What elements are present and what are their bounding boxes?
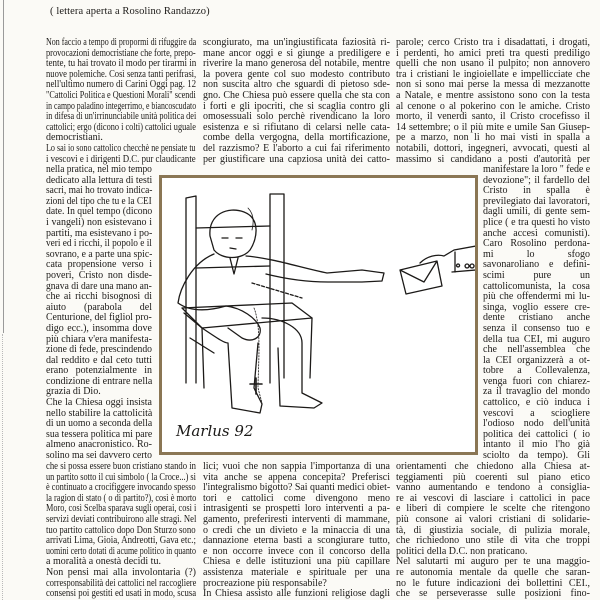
text-line-content: sovrano, e a parte una spic- [46,248,153,260]
text-line-content: tobre a Collevalenza, [483,365,590,377]
text-line-content: per giustificare una capziosa unità dei catto- [203,153,390,165]
text-line-content: condizione di entrare nella [46,375,153,387]
text-line-content: e non occorre invece con il concorso della [203,545,390,557]
middle-column-top [203,38,390,165]
text-line-content: scimi pure un [483,269,590,281]
text-line-content: i vangeli) non esistevano i [46,216,152,228]
text-line-content: anche accesi comunisti). [483,227,590,239]
text-line-content: non si sono mai perse la messa di mezzanotte [396,79,590,91]
text-line-content: dannazione eterna basti a scongiurare tutto, [203,535,390,547]
text-line-content: corresponsabilità dei cattolici nel raccogliere [46,577,197,589]
text-line-content: esistenza e si rifiutano di celarsi nelle cata- [203,121,390,133]
text-line-content: tuo partito cattolico dopo Don Sturzo sono [46,524,196,536]
page-edge-border [0,0,4,333]
text-line-content: dedicato alla lettura di testi [46,174,153,186]
right-column-bottom [396,462,590,600]
text-line [46,589,196,600]
text-line-content: la CEI organizzerà a ot- [483,354,590,366]
text-line-content: intanto il mio l'ho già [483,439,590,451]
text-line [46,345,152,356]
text-line-content: intrasigenti se prospetti loro interventi a pa- [203,503,390,515]
text-line-content: erano potenzialmente in [46,365,152,377]
text-line-content: dente cristiano anche [483,312,590,324]
text-line-content: teggiamenti più coerenti sul piano etico [396,471,590,483]
text-line-content: Caro Rosolino perdona- [483,238,590,250]
text-line-content: "Cattolici Politica e Questioni Morali" scendi [46,89,196,101]
middle-column-bottom [203,462,390,600]
text-line-content: in campo paladino integerrimo, e biancoscudato [46,100,197,112]
text-line-content: za il travaglio del mondo [483,386,590,398]
text-line-content: più che offendermi mi lu- [483,291,590,303]
text-line-content: nella pratica, nel mio tempo [46,164,152,175]
text-line-content: poveri, Cristo non disde- [46,269,152,281]
text-line-content: politica dei cattolici ( io [483,428,590,440]
text-line-content: di un uomo a seconda della [46,418,153,430]
text-line-content: aiuto (parabola del [46,301,152,313]
text-line-content: più chiara v'era manifesta- [46,333,152,345]
text-line-content: democristiani. [46,132,103,144]
text-line-content: manifestare la loro " fede e [483,164,591,175]
text-line-content: arrivati Lima, Gioia, Andreotti, Gava etc.; [46,535,196,547]
text-line-content: zioni del tipo che tu e la CEI [46,195,152,207]
cartoon-illustration [159,175,478,455]
text-line-content: digo ecc.), insomma dove [46,322,152,334]
text-line-content: la ragion di stato ( o di partito?), così è morto [46,492,197,504]
text-line-content: Chiesa e delle istituzioni una più capillare [203,556,390,568]
text-line-content: sacri, mai ho trovato indica- [46,185,153,197]
text-line-content: gamento, preferiresti interventi di mammane, [203,513,390,525]
text-line-content: o credi che un divieto e la minaccia di una [203,524,390,536]
text-line-content: Lo sai io sono cattolico checchè ne pensiate tu [46,142,196,154]
text-line [46,207,152,218]
text-line-content: nell'ultimo numero di Carini Oggi pag. 12 [46,79,197,91]
text-line [46,250,152,261]
text-line-content: savonaroliano e defini- [483,259,590,271]
seated-man-drawing [178,208,384,413]
text-line [46,123,196,134]
text-line-content: orientamenti che chiedono alla Chiesa at- [396,461,590,472]
text-line-content: plice ( e tra questi ho visto [483,216,590,228]
text-line-content: in difesa di un'irrinunciabile unità politica dei [46,111,197,123]
text-line-content: Nel salutarti mi auguro per te una maggio- [396,556,590,568]
text-line-content: nuove polemiche. Così senza tanti perifrasi, [46,68,197,80]
text-line-content: i forti e gli ipocriti, che si scaglia contro gli [203,100,390,112]
text-line-content: a moralità a onestà decidi tu. [46,556,161,568]
right-column-beside-illustration [483,165,590,462]
text-line-content: che nell'assemblea che [483,344,590,356]
text-line-content: Che la Chiesa oggi insista [46,397,152,409]
text-line-content: è continuato a crocifiggere invocando spesso [46,482,196,494]
text-line-content: omosessuali solo perchè rivendicano la loro [203,111,390,123]
text-line-content: procreazione più responsabile? [203,577,327,589]
text-line-content: assistenza materiale e spirituale per una [203,566,390,578]
text-line-content: Non faccio a tempo di propormi di rifuggire da [46,37,197,48]
text-line [396,589,590,600]
text-line-content: tà, di giustizia sociale, di pulizia morale, [396,524,590,536]
left-column-bottom [46,462,196,600]
left-column-top [46,38,196,165]
text-line-content: zione di fede, prescindendo [46,344,152,356]
text-line-content: re ai vescovi di lasciare i cattolici in pace [396,492,590,504]
article-subtitle: ( lettera aperta a Rosolino Randazzo) [50,6,210,17]
text-line-content: previlegiato dai lavoratori, [483,195,590,207]
text-line-content: a Natale, e mentre assistono sono con la testa [396,89,590,101]
text-line-content: l'odioso nodo dell'unità [483,418,590,430]
text-line-content: almeno anacronistico. Ro- [46,439,152,451]
text-line-content: Non pensi mai alla involontaria (?) [46,566,196,578]
text-line-content: più consone ai valori cristiani di solidarie- [396,513,590,525]
left-column-beside-illustration [46,165,152,462]
text-line-content: massimo si candidano a posti d'autorità per [396,153,590,165]
text-line-content: nello stabilire la cattolicità [46,407,153,419]
text-line [483,165,590,176]
text-line-content: politici della D.C. non praticano. [396,545,528,557]
text-line-content: partiti, ma esistevano i po- [46,227,153,239]
text-line-content: tori e cattolici come divengono meno [203,492,390,504]
page-edge-dotted-line [2,334,3,600]
text-line-content: quelli che non usano il pulpito; non annovero [396,58,590,70]
text-line-content: dagli umili, di gente sem- [483,206,590,218]
text-line-content: cattolico, e ciò induca i [483,397,590,409]
text-line-content: cattolicomunista, la cosa [483,280,590,292]
artist-signature: Marlus 92 [176,422,254,440]
text-line-content: gno. Che Chiesa può essere quella che sta con [203,89,390,101]
text-line-content: servizi deviati contribuirono alle stragi. Nel [46,513,197,525]
text-line-content: che ai ricchi bisognosi di [46,291,152,303]
text-line-content: parole; cerco Cristo tra i disadattati, i drogati, [396,37,590,48]
text-line-content: provocazioni democristiane che forte, prepo- [46,47,196,59]
text-line-content: combe della vergogna, della mortificazione, [203,132,390,144]
text-line-content: uomini certo dotati di acume politico in quanto [46,545,197,557]
text-line-content: sciolto da tempo). Gli [483,450,590,462]
text-line-content: solino ma sei davvero certo [46,450,152,462]
text-line-content: singa, voglio essere cre- [483,301,590,313]
text-line-content: lici; vuoi che non sappia l'importanza di una [203,461,390,472]
text-line-content: i vescovi e i dirigenti D.C. pur claudicante [46,153,196,165]
text-line-content: tra i cristiani le ingioiellate e impellicciate che [396,68,590,80]
text-line-content: Moro, così Scelba sparava sugli operai, così i [46,503,197,515]
text-line-content: della tua CEI, mi auguro [483,333,590,345]
envelope-hand-drawing [400,246,475,294]
text-line-content: che si possa essere buon cristiano stando in [46,461,197,472]
text-line-content: scongiurato, ma un'ingiustificata faziosità ri- [203,37,390,48]
text-line-content: vescovi a sciogliere [483,407,590,419]
text-line-content: al cenone o al pokerino con le amiche. Cristo [396,100,590,112]
text-line-content: sua tessera politica mi pare [46,428,153,440]
chair-drawing [182,194,312,388]
text-line-content: In Chiesa assisto alle funzioni religiose dagli [203,588,390,600]
text-line [46,282,152,293]
text-line-content: venga fuori con chiarez- [483,375,590,387]
text-line-content: dal reddito e dal ceto tutti [46,354,152,366]
text-line-content: re autonomia mentale da quelle che saran- [396,566,590,578]
text-line-content: i perdenti, ho amici preti tra questi prediligo [396,47,590,59]
text-line-content: gnava di dare una mano an- [46,280,152,292]
text-line-content: date. In quel tempo (dicono [46,206,153,218]
text-line-content: un partito sotto il cui simbolo ( la Croce...) si [46,471,196,483]
text-line-content: veri ed i ricchi, il popolo e il [46,238,152,250]
text-line-content: mi lo sfogo [483,248,590,260]
text-line-content: del razzismo? E l'aborto a cui fai riferimento [203,142,390,154]
text-line-content: senza il consenso tuo e [483,322,590,334]
text-line-content: cata propensione verso i [46,259,152,271]
text-line-content: devozione"; il fardello del [483,174,590,186]
text-line-content: Cristo in spalla è [483,185,590,197]
text-line-content: no le future indicazioni dei bollettini CEI., [396,577,590,589]
text-line-content: consensi poi gestiti ed usati in modo, scusa [46,588,197,600]
text-line-content: vanno aumentando e tendono a consiglia- [396,482,590,494]
text-line-content: e liberi di compiere le scelte che ritengono [396,503,590,515]
text-line-content: che se perseverasse sulle posizioni fino- [396,588,590,600]
text-line [203,483,390,494]
text-line-content: vita anche se appena concepita? Preferisci [203,471,390,483]
text-line-content: l'integralismo bigotto? Sai quanti medici obiet- [203,482,391,494]
text-line [46,430,152,441]
text-line-content: 14 settembre; o il più mite e umile San Giusep- [396,121,590,133]
text-line-content: mane ancor oggi e si giunge a prediligere e [203,47,390,59]
text-line-content: non suscita altro che sguardi di pietoso sde- [203,79,390,91]
text-line [203,589,390,600]
text-line [46,547,196,558]
text-line-content: notabili, dottori, ingegneri, avvocati, questi al [396,142,590,154]
text-line-content: pe a marzo, non li ho mai visti in spalla a [396,132,590,144]
text-line-content: Centurione, del figliol pro- [46,312,152,324]
text-line-content: che richiedono uno stile di vita che troppi [396,535,590,547]
right-column-top [396,38,590,165]
text-line-content: riverire la mano generosa del notabile, mentre [203,58,390,70]
text-line [46,313,152,324]
text-line-content: grazia di Dio. [46,386,101,398]
text-line-content: morto, il venerdì santo, il Cristo crocefisso il [396,111,590,123]
text-line-content: la povera gente col suo modesto contributo [203,68,390,80]
text-line-content: tente, tu hai trovato il modo per tirarmi in [46,58,197,70]
text-line [203,155,390,166]
text-line-content: cattolici; ergo (dicono i colti) cattolici uguale [46,121,196,133]
